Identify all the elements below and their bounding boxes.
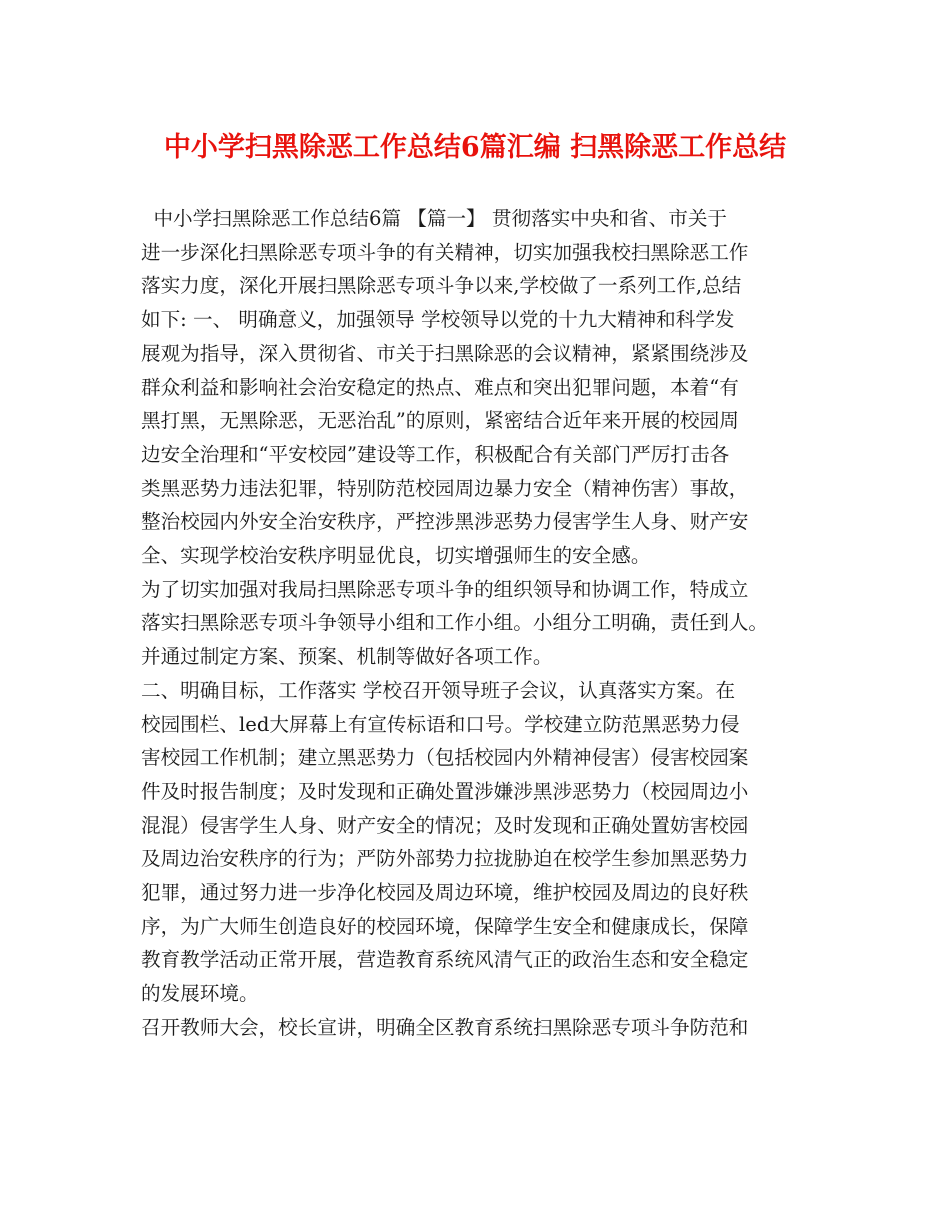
text-line-6: 群众利益和影响社会治安稳定的热点、难点和突出犯罪问题，本着“有 — [141, 375, 739, 399]
text-line-7: 黑打黑，无黑除恶，无恶治乱”的原则，紧密结合近年来开展的校园周 — [141, 409, 739, 433]
text-line-12: 为了切实加强对我局扫黑除恶专项斗争的组织领导和协调工作，特成立 — [141, 577, 749, 601]
text-line-4: 如下: 一、 明确意义，加强领导 学校领导以党的十九大精神和科学发 — [141, 308, 735, 332]
text-line-11: 全、实现学校治安秩序明显优良，切实增强师生的安全感。 — [141, 544, 651, 568]
text-line-9: 类黑恶势力违法犯罪，特别防范校园周边暴力安全（精神伤害）事故， — [141, 476, 749, 500]
text-line-2: 进一步深化扫黑除恶专项斗争的有关精神，切实加强我校扫黑除恶工作 — [141, 240, 749, 264]
text-line-10: 整治校园内外安全治安秩序，严控涉黑涉恶势力侵害学生人身、财产安 — [141, 510, 749, 534]
text-line-17: 害校园工作机制；建立黑恶势力（包括校园内外精神侵害）侵害校园案 — [141, 746, 749, 770]
text-line-21: 犯罪，通过努力进一步净化校园及周边环境，维护校园及周边的良好秩 — [141, 881, 749, 905]
text-line-16: 校园围栏、led大屏幕上有宣传标语和口号。学校建立防范黑恶势力侵 — [141, 712, 740, 736]
text-line-22: 序，为广大师生创造良好的校园环境，保障学生安全和健康成长，保障 — [141, 914, 749, 938]
document-body — [141, 202, 821, 1045]
text-line-8: 边安全治理和“平安校园”建设等工作，积极配合有关部门严厉打击各 — [141, 442, 730, 466]
text-line-15: 二、明确目标，工作落实 学校召开领导班子会议，认真落实方案。在 — [141, 678, 736, 702]
text-line-5: 展观为指导，深入贯彻省、市关于扫黑除恶的会议精神，紧紧围绕涉及 — [141, 341, 749, 365]
text-line-1: 中小学扫黑除恶工作总结6篇 【篇一】 贯彻落实中央和省、市关于 — [141, 207, 728, 230]
text-line-3: 落实力度，深化开展扫黑除恶专项斗争以来,学校做了一系列工作,总结 — [141, 274, 742, 298]
text-line-13: 落实扫黑除恶专项斗争领导小组和工作小组。小组分工明确，责任到人。 — [141, 611, 768, 635]
text-line-19: 混混）侵害学生人身、财产安全的情况；及时发现和正确处置妨害校园 — [141, 813, 749, 837]
text-line-24: 的发展环境。 — [141, 982, 259, 1006]
text-line-14: 并通过制定方案、预案、机制等做好各项工作。 — [141, 645, 553, 669]
text-line-23: 教育教学活动正常开展，营造教育系统风清气正的政治生态和安全稳定 — [141, 948, 749, 972]
text-line-20: 及周边治安秩序的行为；严防外部势力拉拢胁迫在校学生参加黑恶势力 — [141, 847, 749, 871]
document-title: 中小学扫黑除恶工作总结6篇汇编 扫黑除恶工作总结 — [163, 132, 787, 163]
text-line-18: 件及时报告制度；及时发现和正确处置涉嫌涉黑涉恶势力（校园周边小 — [141, 779, 749, 803]
text-line-25: 召开教师大会，校长宣讲，明确全区教育系统扫黑除恶专项斗争防范和 — [141, 1015, 749, 1039]
